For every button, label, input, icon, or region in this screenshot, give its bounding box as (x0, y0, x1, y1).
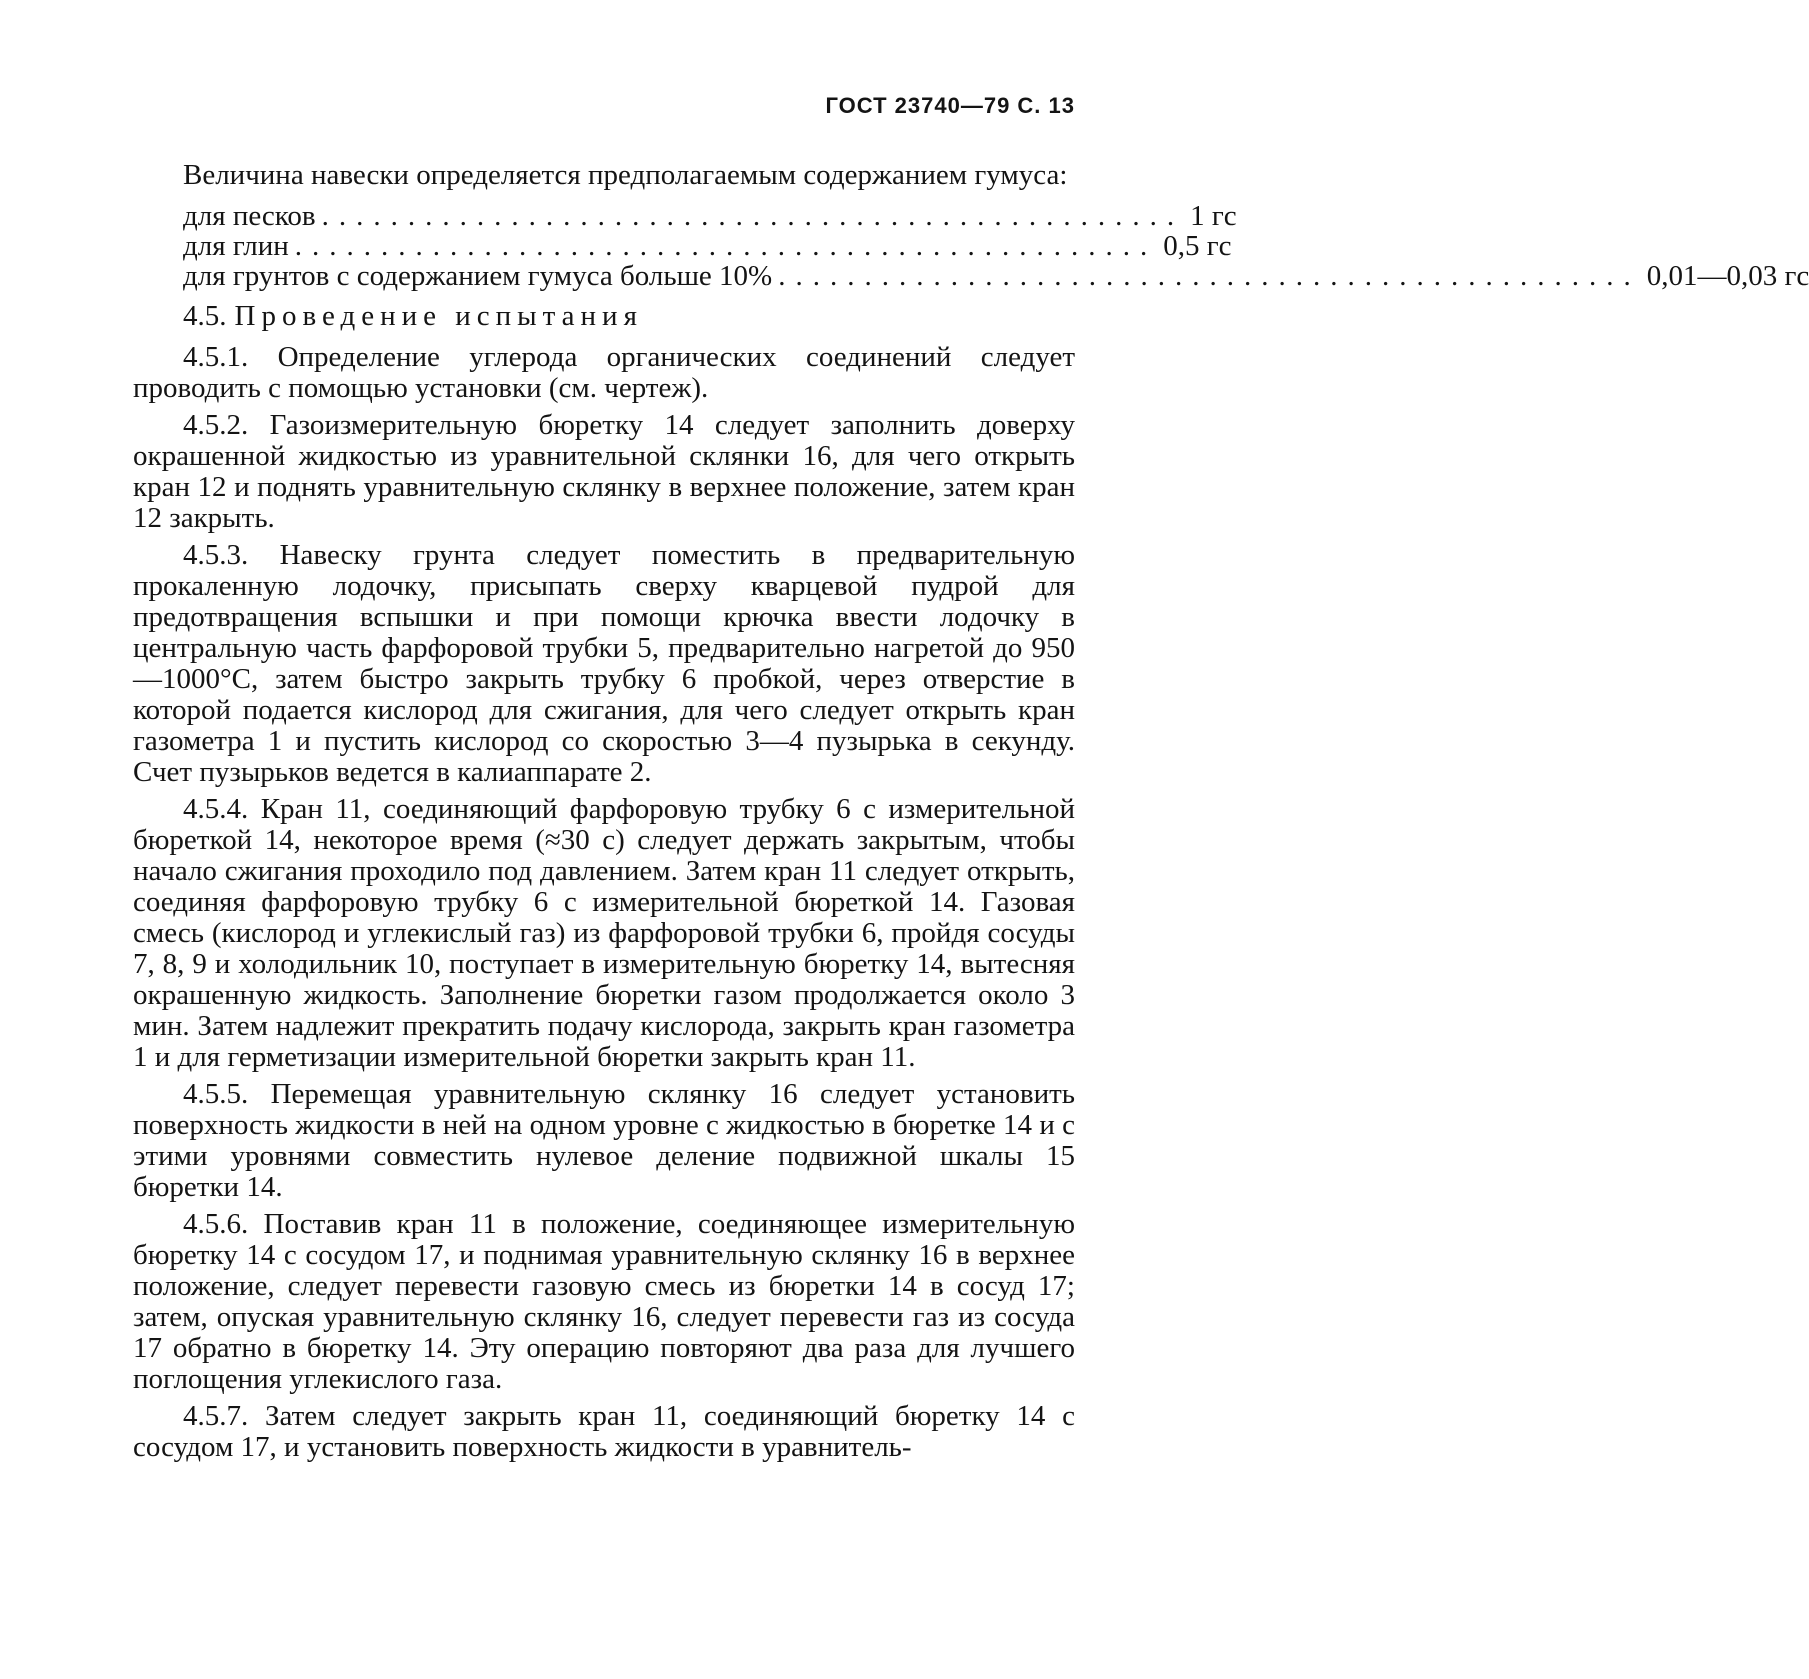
section-title: Проведение испытания (234, 300, 643, 332)
paragraph-text: Навеску грунта следует поместить в предварительную прокаленную лодочку, присыпать сверху кварцевой пудрой для предотвращения вспышки и при помощи крючка ввести лодочку в центральную часть фарфоровой трубки 5, предварительно нагретой до 950—1000°С, затем быстро закрыть трубку 6 пробкой, через отверстие в которой подается кислород для сжигания, для чего следует открыть кран газометра 1 и пустить кислород со скоростью 3—4 пузырька в секунду. Счет пузырьков ведется в калиаппарате 2. (133, 539, 1076, 788)
intro-paragraph: Величина навески определяется предполагаемым содержанием гумуса: (183, 159, 1068, 191)
paragraph-4-5-6 (133, 1209, 1075, 1395)
page-header: ГОСТ 23740—79 С. 13 (825, 93, 1075, 118)
paragraph-number: 4.5.7. (183, 1400, 249, 1432)
paragraph-text: Определение углерода органических соединений следует проводить с помощью установки (см. чертеж). (133, 341, 1075, 404)
mass-value: 0,01—0,03 гс (1646, 260, 1809, 292)
paragraph-number: 4.5.6. (183, 1208, 249, 1240)
paragraph-4-5-4 (133, 794, 1075, 1073)
paragraph-4-5-3 (133, 540, 1075, 788)
paragraph-text: Кран 11, соединяющий фарфоровую трубку 6 с измерительной бюреткой 14, некоторое время (≈30 с) следует держать закрытым, чтобы начало сжигания проходило под давлением. Затем кран 11 следует открыть, соединяя фарфоровую трубку 6 с измерительной бюреткой 14. Газовая смесь (кислород и углекислый газ) из фарфоровой трубки 6, пройдя сосуды 7, 8, 9 и холодильник 10, поступает в измерительную бюретку 14, вытесняя окрашенную жидкость. Заполнение бюретки газом продолжается около 3 мин. Затем надлежит прекратить подачу кислорода, закрыть кран газометра 1 и для герметизации измерительной бюретки закрыть кран 11. (133, 793, 1076, 1073)
mass-label: для глин (183, 230, 289, 262)
mass-value: 0,5 гс (1163, 230, 1232, 262)
section-number: 4.5. (183, 300, 227, 332)
paragraph-text: Поставив кран 11 в положение, соединяющее измерительную бюретку 14 с сосудом 17, и поднимая уравнительную склянку 16 в верхнее положение, следует перевести газовую смесь из бюретки 14 в сосуд 17; затем, опуская уравнительную склянку 16, следует перевести газ из сосуда 17 обратно в бюретку 14. Эту операцию повторяют два раза для лучшего поглощения углекислого газа. (133, 1208, 1075, 1395)
paragraph-number: 4.5.2. (183, 409, 249, 441)
mass-row-sand (183, 200, 1237, 232)
paragraph-number: 4.5.1. (183, 341, 249, 373)
mass-label: для грунтов с содержанием гумуса больше 10% (183, 260, 773, 292)
paragraph-4-5-2 (133, 410, 1075, 534)
mass-row-humus-soil (183, 260, 1809, 292)
paragraph-4-5-1 (133, 342, 1075, 404)
paragraph-text: Газоизмерительную бюретку 14 следует заполнить доверху окрашенной жидкостью из уравнительной склянки 16, для чего открыть кран 12 и поднять уравнительную склянку в верхнее положение, затем кран 12 закрыть. (133, 409, 1076, 534)
mass-label: для песков (183, 200, 316, 232)
leader-dots: .................................................. (778, 260, 1641, 292)
paragraph-4-5-5 (133, 1079, 1075, 1203)
paragraph-number: 4.5.4. (183, 793, 249, 825)
mass-row-clay (183, 230, 1232, 262)
section-heading (183, 301, 1075, 332)
paragraph-4-5-7 (133, 1401, 1075, 1463)
document-body (133, 159, 1809, 1469)
leader-dots: .................................................. (294, 230, 1158, 262)
paragraph-text: Затем следует закрыть кран 11, соединяющий бюретку 14 с сосудом 17, и установить поверхность жидкости в уравнитель- (133, 1400, 1075, 1463)
paragraph-number: 4.5.5. (183, 1078, 249, 1110)
leader-dots: .................................................. (321, 200, 1185, 232)
mass-value: 1 гс (1190, 200, 1237, 232)
paragraph-text: Перемещая уравнительную склянку 16 следует установить поверхность жидкости в ней на одном уровне с жидкостью в бюретке 14 и с этими уровнями совместить нулевое деление подвижной шкалы 15 бюретки 14. (133, 1078, 1075, 1203)
paragraph-number: 4.5.3. (183, 539, 249, 571)
mass-list (183, 200, 1809, 292)
